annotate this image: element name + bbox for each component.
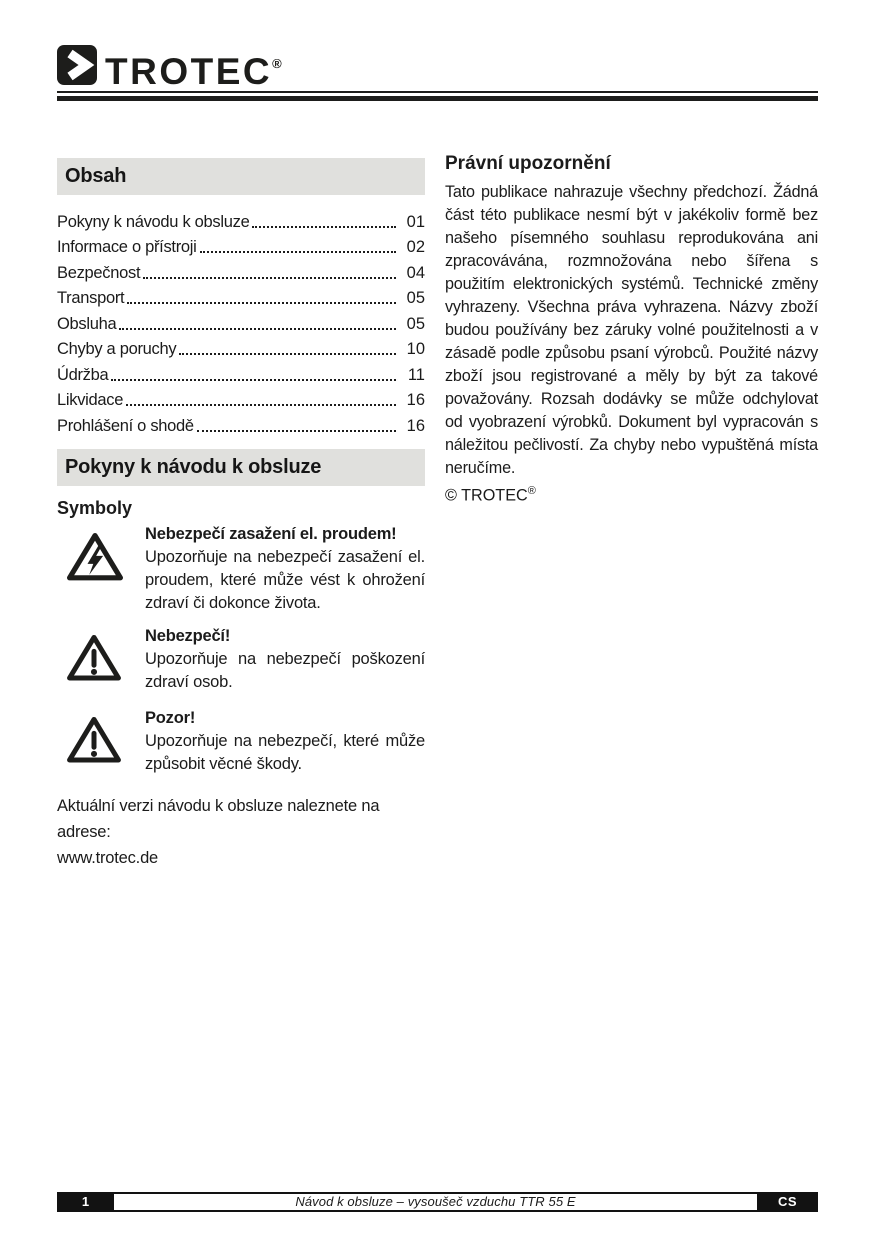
header-rule-thick xyxy=(57,96,818,101)
copyright-line xyxy=(445,480,818,507)
toc-entry-page: 05 xyxy=(406,289,425,307)
toc-entry-label: Transport xyxy=(57,289,125,307)
symbol-description: Upozorňuje na nebezpečí, které může způsobit věcné škody. xyxy=(145,731,425,773)
toc-entry[interactable] xyxy=(57,385,425,411)
symbol-title: Nebezpečí! xyxy=(145,626,231,645)
toc-entry-page: 04 xyxy=(406,263,425,282)
dot-leader xyxy=(126,404,396,406)
toc-entry[interactable] xyxy=(57,410,425,436)
page-header xyxy=(57,45,818,101)
electric-shock-warning-triangle-icon xyxy=(66,531,124,583)
legal-notice-body: Tato publikace nahrazuje všechny předchozí. Žádná část této publikace nesmí být v jakékoliv formě bez našeho písemného souhlasu reprodukována ani zpracovávána, rozmnožována nebo šířena s použitím elektronických systémů. Technické změny vyhrazeny. Všechna práva vyhrazena. Názvy zboží budou používány bez záruky volné použitelnosti a v zásadě podle způsobu psaní výrobců. Použité názvy zboží jsou registrované a měly by být za takové považovány. Rozsah dodávky se může odchylovat od vyobrazení výrobků. Dokument byl vypracován s náležitou pečlivostí. Za chyby nebo vypuštěná místa neručíme. xyxy=(445,183,818,477)
toc-entry-label: Bezpečnost xyxy=(57,263,141,282)
toc-entry[interactable] xyxy=(57,283,425,309)
copyright-text: © TROTEC xyxy=(445,486,528,505)
toc-entry[interactable] xyxy=(57,257,425,283)
toc-entry-label: Prohlášení o shodě xyxy=(57,416,194,435)
dot-leader xyxy=(179,353,396,355)
symbol-description: Upozorňuje na nebezpečí zasažení el. proudem, které může vést k ohrožení zdraví či dokonce života. xyxy=(145,547,425,612)
trotec-logo xyxy=(57,45,818,92)
exclamation-warning-triangle-icon xyxy=(66,715,122,765)
dot-leader xyxy=(200,251,396,253)
toc-entry-label: Údržba xyxy=(57,365,109,384)
brand-name: TROTEC xyxy=(105,51,273,92)
toc-entry-label: Informace o přístroji xyxy=(57,238,197,256)
toc-entry[interactable] xyxy=(57,359,425,385)
dot-leader xyxy=(197,430,396,432)
dot-leader xyxy=(143,277,396,279)
toc-entry[interactable] xyxy=(57,232,425,258)
header-rule xyxy=(57,91,818,101)
section-title: Pokyny k návodu k obsluze xyxy=(65,455,322,478)
symbol-entry-electric-shock xyxy=(57,523,425,615)
toc-entry[interactable] xyxy=(57,334,425,360)
dot-leader xyxy=(111,379,396,381)
toc-entry-label: Pokyny k návodu k obsluze xyxy=(57,212,250,231)
symbol-entry-danger xyxy=(57,625,425,694)
symbol-title: Nebezpečí zasažení el. proudem! xyxy=(145,524,397,543)
trotec-website-link[interactable]: www.trotec.de xyxy=(57,848,159,867)
symbol-description: Upozorňuje na nebezpečí poškození zdraví osob. xyxy=(145,649,425,691)
toc-title-bar xyxy=(57,158,425,195)
registered-trademark-symbol: ® xyxy=(527,485,536,497)
current-version-note-text: Aktuální verzi návodu k obsluze naleznete na adrese: xyxy=(57,796,380,841)
toc-entry-page: 10 xyxy=(406,340,425,358)
symbol-entry-caution xyxy=(57,707,425,776)
right-column xyxy=(445,153,818,871)
brand-wordmark xyxy=(105,45,282,91)
main-content xyxy=(57,153,818,871)
toc-entry-page: 05 xyxy=(406,314,425,333)
legal-notice-heading: Právní upozornění xyxy=(445,153,611,174)
exclamation-warning-triangle-icon xyxy=(66,633,122,683)
toc-entry-label: Likvidace xyxy=(57,391,124,409)
footer-page-number: 1 xyxy=(57,1192,114,1212)
toc-entry-page: 16 xyxy=(406,416,425,435)
registered-trademark-symbol: ® xyxy=(272,56,282,71)
toc-entry-label: Obsluha xyxy=(57,314,117,333)
dot-leader xyxy=(119,328,396,330)
trotec-chevron-icon xyxy=(57,45,97,85)
dot-leader xyxy=(127,302,396,304)
toc-entry[interactable] xyxy=(57,206,425,232)
section-title-bar xyxy=(57,449,425,486)
toc-entry-page: 11 xyxy=(407,365,425,384)
left-column xyxy=(57,158,425,871)
dot-leader xyxy=(252,226,396,228)
toc-entry-page: 01 xyxy=(406,212,425,231)
footer-document-title: Návod k obsluze – vysoušeč vzduchu TTR 55 E xyxy=(114,1192,757,1212)
current-version-note xyxy=(57,793,425,871)
toc-entry-page: 16 xyxy=(406,391,425,409)
symbols-heading: Symboly xyxy=(57,497,133,518)
page-footer xyxy=(57,1192,818,1212)
footer-language-badge: CS xyxy=(757,1192,818,1212)
toc-title: Obsah xyxy=(65,165,127,187)
toc-entry-label: Chyby a poruchy xyxy=(57,340,177,358)
toc-entry[interactable] xyxy=(57,308,425,334)
table-of-contents xyxy=(57,206,425,436)
toc-entry-page: 02 xyxy=(406,238,425,256)
symbol-title: Pozor! xyxy=(145,708,196,727)
